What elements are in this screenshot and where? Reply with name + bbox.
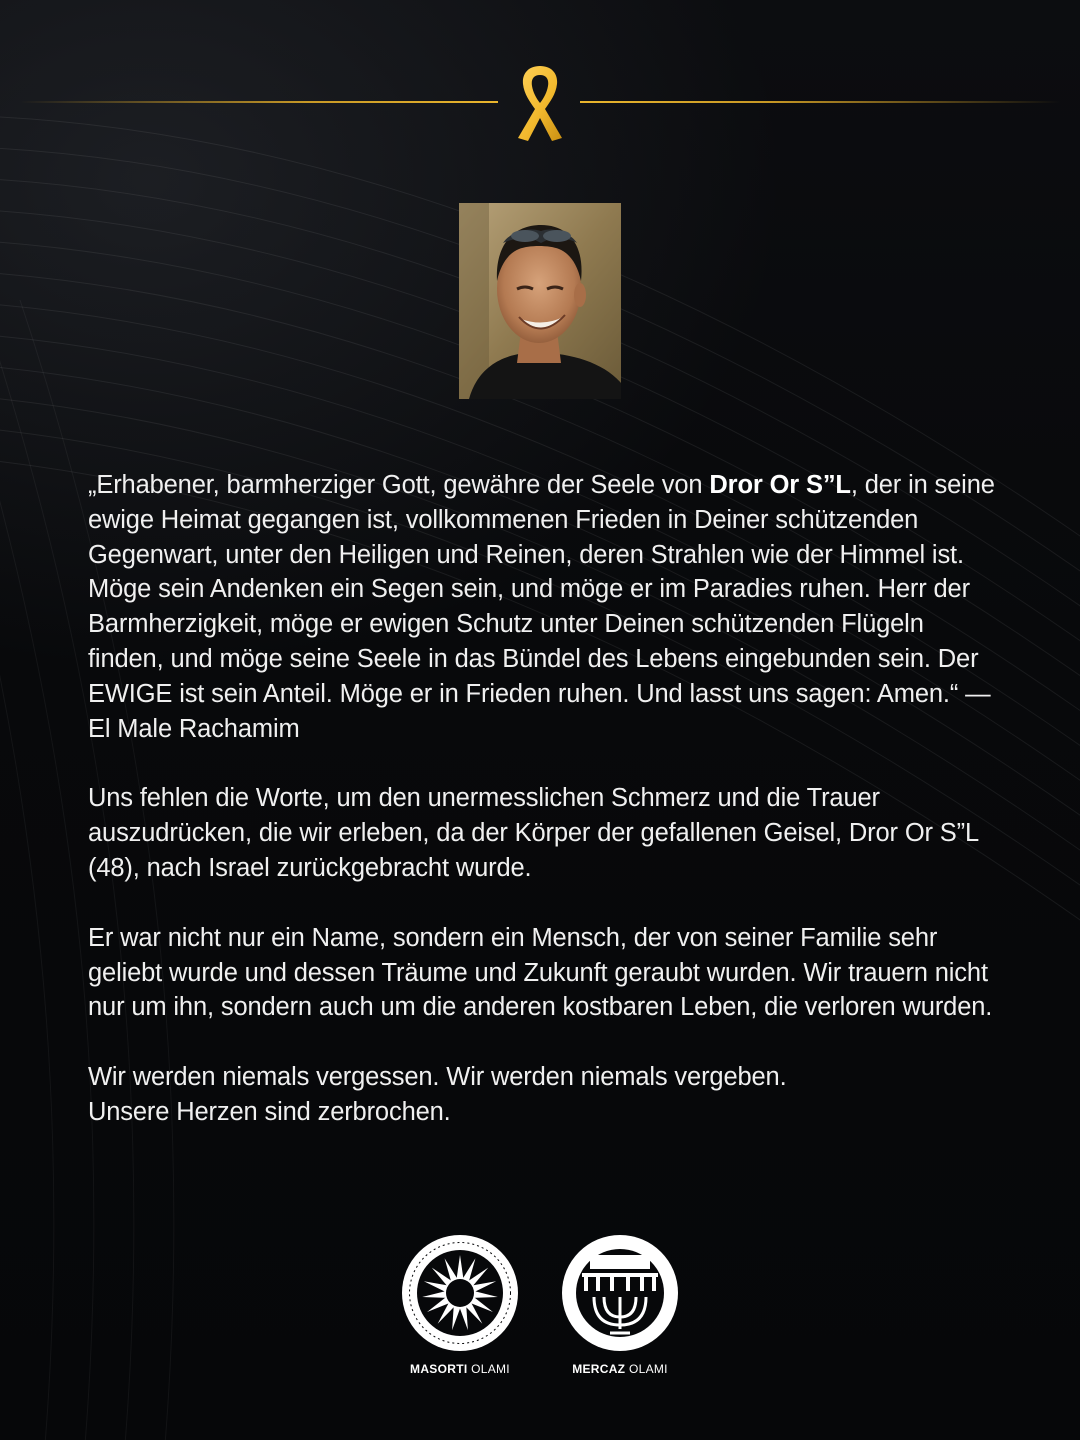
yellow-ribbon-icon: [510, 62, 570, 144]
masorti-caption-light: OLAMI: [467, 1362, 510, 1376]
closing-line-1: Wir werden niemals vergessen. Wir werden niemals vergeben.: [88, 1063, 787, 1092]
masorti-olami-caption: [380, 1362, 540, 1376]
mercaz-olami-logo: [560, 1233, 680, 1353]
memorial-portrait: [459, 203, 621, 399]
gold-rule-right: [580, 101, 1060, 103]
prayer-paragraph: [88, 468, 998, 746]
gold-rule-left: [20, 101, 498, 103]
tribute-paragraph: Er war nicht nur ein Name, sondern ein Mensch, der von seiner Familie sehr geliebt wurde und dessen Träume und Zukunft geraubt wurden. Wir trauern nicht nur um ihn, sondern auch um die anderen kostbaren Leben, die verloren wurden.: [88, 923, 993, 1022]
mercaz-caption-light: OLAMI: [625, 1362, 668, 1376]
prayer-opening: „Erhabener, barmherziger Gott, gewähre der Seele von: [88, 471, 710, 499]
mercaz-caption-bold: MERCAZ: [572, 1362, 626, 1376]
masorti-caption-bold: MASORTI: [410, 1362, 468, 1376]
mercaz-olami-caption: [540, 1362, 700, 1376]
grief-paragraph: Uns fehlen die Worte, um den unermesslichen Schmerz und die Trauer auszudrücken, die wir erleben, da der Körper der gefallenen Geisel, Dror Or S”L (48), nach Israel zurückgebracht wurde.: [88, 784, 979, 882]
memorial-text: [88, 468, 998, 1165]
prayer-body: , der in seine ewige Heimat gegangen ist, vollkommenen Frieden in Deiner schützenden Gegenwart, unter den Heiligen und Reinen, deren Strahlen wie der Himmel ist. Möge sein Andenken ein Segen sein, und möge er im Paradies ruhen. Herr der Barmherzigkeit, möge er ewigen Schutz unter Deinen schützenden Flügeln finden, und möge seine Seele in das Bündel des Lebens eingebunden sein. Der EWIGE ist sein Anteil. Möge er in Frieden ruhen. Und lasst uns sagen: Amen.“ — El Male Rachamim: [88, 471, 995, 743]
closing-line-2: Unsere Herzen sind zerbrochen.: [88, 1097, 451, 1126]
deceased-name: Dror Or S”L: [709, 471, 851, 499]
closing-paragraph: [88, 1060, 998, 1130]
masorti-olami-logo: [400, 1233, 520, 1353]
